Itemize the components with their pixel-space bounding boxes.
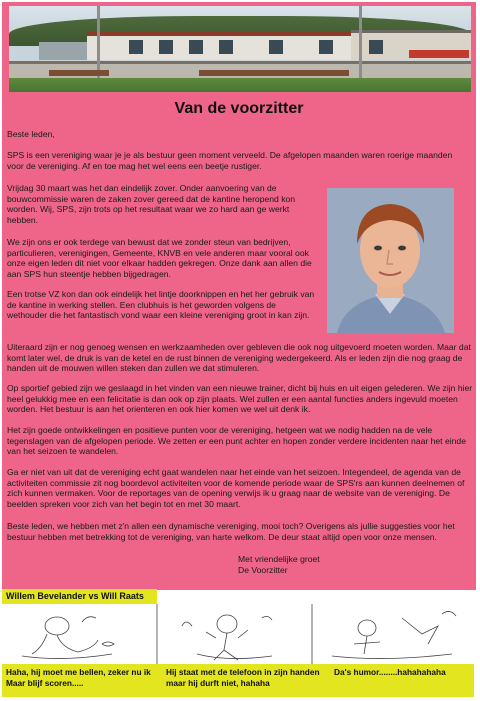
paragraph: Vrijdag 30 maart was het dan eindelijk zover. Onder aanvoering van de bouwcommissie waren de zaken zover gereed dat de kantine heropend kon worden. Wij, SPS, zijn trots op het resultaat waar we zo hard aan ge werkt hebben. bbox=[7, 183, 296, 225]
cartoon-drawing bbox=[2, 604, 474, 664]
caption-panel-3: Da's humor........hahahahaha bbox=[334, 667, 446, 677]
paragraph: Een trotse VZ kon dan ook eindelijk het lintje doorknippen en het her gebruik van de kantine in werking stellen. Een clubhuis is het geworden volgens de wethouder die het fantastisch vond waar een kleine vereniging groot in kan zijn. bbox=[7, 289, 315, 321]
signoff-name: De Voorzitter bbox=[238, 565, 288, 575]
comic-title: Willem Bevelander vs Will Raats bbox=[2, 589, 157, 604]
caption-panel-2: Hij staat met de telefoon in zijn handen maar hij durft niet, hahaha bbox=[166, 667, 320, 688]
paragraph: We zijn ons er ook terdege van bewust dat we zonder steun van bedrijven, particulieren, verenigingen, Gemeente, KNVB en vele anderen maar vooral ook onze eigen leden dit niet voor elkaar hadden gekregen. Onze dank aan allen die aan SPS hun steentje hebben bijgedragen. bbox=[7, 237, 312, 279]
paragraph: Ga er niet van uit dat de vereniging echt gaat wandelen naar het einde van het seizoen. Integendeel, de agenda van de activiteiten commissie zit nog boordevol activiteiten voor de komende periode waar de SPS'rs aan kunnen deelnemen of zich kunnen vermaken. Voor de reportages van de opening verwijs ik u graag naar de website van de vereniging. De beelden spreken voor zich van het begin tot en met 30 maart. bbox=[7, 467, 465, 509]
comic-captions bbox=[2, 664, 474, 697]
paragraph: SPS is een vereniging waar je je als bestuur geen moment verveeld. De afgelopen maanden waren roerige maanden voor de vereniging. Af en toe mag het wel eens een beetje rustiger. bbox=[7, 150, 453, 171]
portrait-image bbox=[327, 188, 454, 333]
signoff bbox=[238, 554, 320, 576]
article-title: Van de voorzitter bbox=[174, 100, 304, 117]
caption-panel-1: Haha, hij moet me bellen, zeker nu ik Maar blijf scoren..... bbox=[6, 667, 151, 688]
comic-strip bbox=[2, 604, 474, 664]
article-panel bbox=[2, 2, 476, 590]
paragraph: Beste leden, we hebben met z'n allen een dynamische vereniging, mooi toch? Overigens als jullie suggesties voor het bestuur hebben met betrekking tot de vereniging, van harte welkom. De deur staat altijd open voor onze mensen. bbox=[7, 521, 455, 542]
signoff-greeting: Met vriendelijke groet bbox=[238, 554, 320, 564]
chairman-portrait bbox=[327, 188, 454, 333]
paragraph-greeting: Beste leden, bbox=[7, 129, 55, 139]
clubhouse-photo bbox=[9, 6, 471, 92]
paragraph: Op sportief gebied zijn we geslaagd in het vinden van een nieuwe trainer, dicht bij huis en uit eigen gelederen. We zijn hier heel gelukkig mee en een felicitatie is dan ook op zijn plaats. Wel zullen er een aantal functies anders ingevuld moeten worden. Het bestuur is aan het orienteren en ook hier komen we wel uit denk ik. bbox=[7, 383, 473, 415]
paragraph: Het zijn goede ontwikkelingen en positieve punten voor de vereniging, hetgeen wat we nodig hadden na de vele tegenslagen van de afgelopen periode. We zetten er een punt achter en hopen zonder verdere incidenten naar het einde van het seizoen te wandelen. bbox=[7, 425, 466, 457]
paragraph: Uiteraard zijn er nog genoeg wensen en werkzaamheden over gebleven die ook nog uitgevoerd moeten worden. Maar dat komt later wel, de druk is van de ketel en de rust binnen de vereniging wedergekeerd. Als er leden zijn die nog graag de handen uit de mouwen willen steken dan zullen we dat stimuleren. bbox=[7, 342, 471, 374]
